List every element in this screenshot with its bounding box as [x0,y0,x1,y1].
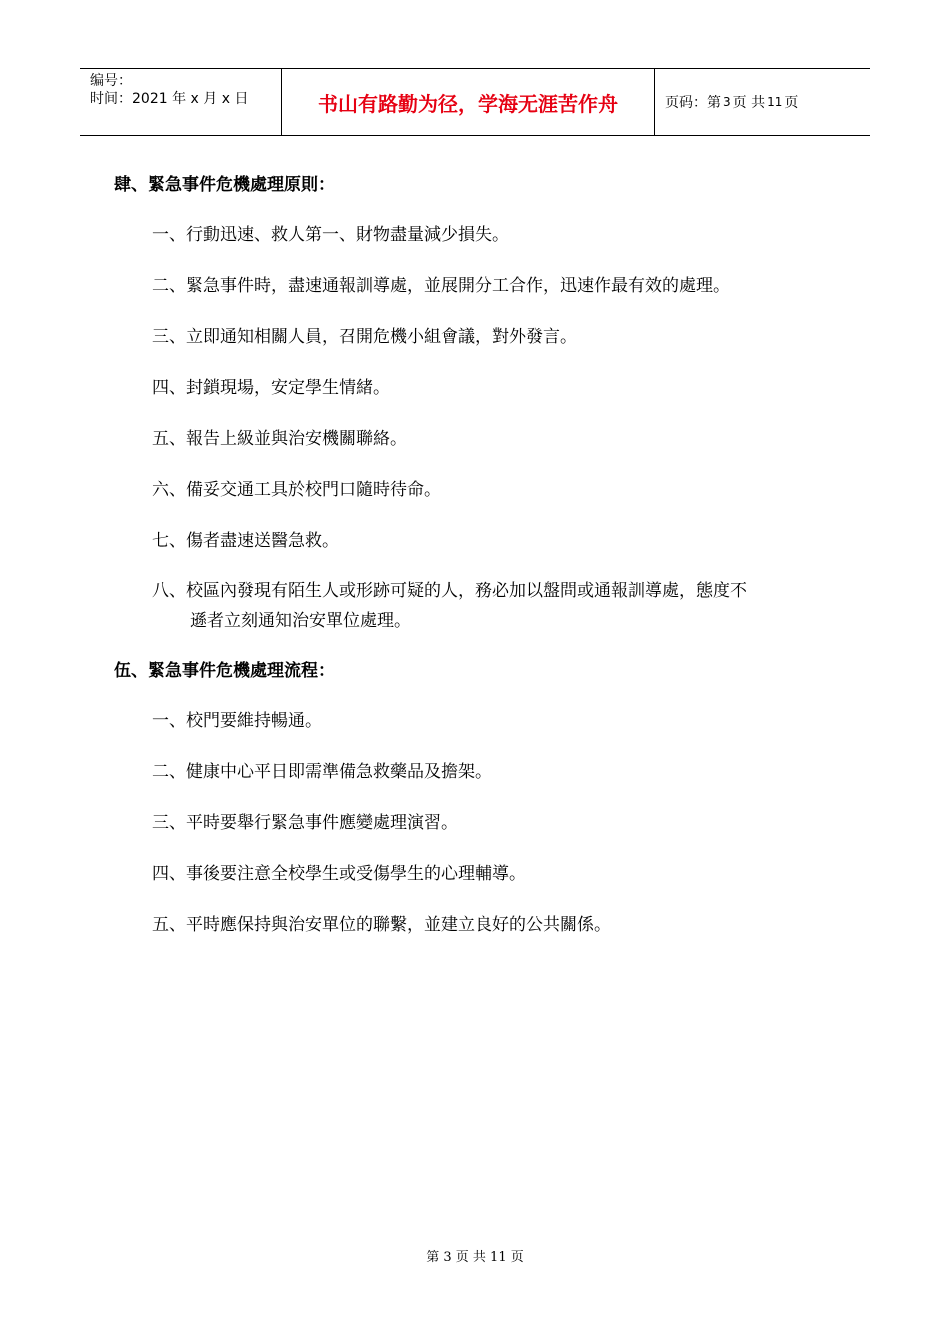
list-item: 五、報告上級並與治安機關聯絡。 [152,429,407,449]
list-item: 五、平時應保持與治安單位的聯繫，並建立良好的公共關係。 [152,915,611,935]
page-label-suffix: 页 [784,95,799,111]
document-number-label: 编号： [90,73,132,89]
list-item: 三、平時要舉行緊急事件應變處理演習。 [152,813,458,833]
page-header [80,68,870,136]
document-date-label: 时间：2021 年 x 月 x 日 [90,91,249,107]
page-label-prefix: 页码：第 [665,95,721,111]
header-page-number [655,69,870,135]
document-body [114,168,834,941]
page-current: 3 [723,95,731,109]
section-title-procedures: 伍、緊急事件危機處理流程： [114,661,335,681]
list-item: 七、傷者盡速送醫急救。 [152,531,339,551]
list-item: 二、緊急事件時，盡速通報訓導處，並展開分工合作，迅速作最有效的處理。 [152,276,730,296]
list-item: 三、立即通知相關人員，召開危機小組會議，對外發言。 [152,327,577,347]
list-item: 二、健康中心平日即需準備急救藥品及擔架。 [152,762,492,782]
section-title-principles: 肆、緊急事件危機處理原則： [114,175,335,195]
list-item: 四、事後要注意全校學生或受傷學生的心理輔導。 [152,864,526,884]
list-item: 一、校門要維持暢通。 [152,711,322,731]
page-total: 11 [767,95,783,109]
page-footer: 第 3 页 共 11 页 [426,1250,524,1265]
list-item: 一、行動迅速、救人第一、財物盡量減少損失。 [152,225,509,245]
list-item: 六、備妥交通工具於校門口隨時待命。 [152,480,441,500]
header-meta-cell [80,69,282,135]
list-item-line-1: 八、校區內發現有陌生人或形跡可疑的人，務必加以盤問或通報訓導處，態度不 [152,581,747,601]
list-item-line-2: 遜者立刻通知治安單位處理。 [190,611,411,631]
page-label-middle: 页 共 [732,95,766,111]
list-item-wrapped [114,576,834,636]
list-item: 四、封鎖現場，安定學生情緒。 [152,378,390,398]
header-motto: 书山有路勤为径，学海无涯苦作舟 [282,69,655,135]
